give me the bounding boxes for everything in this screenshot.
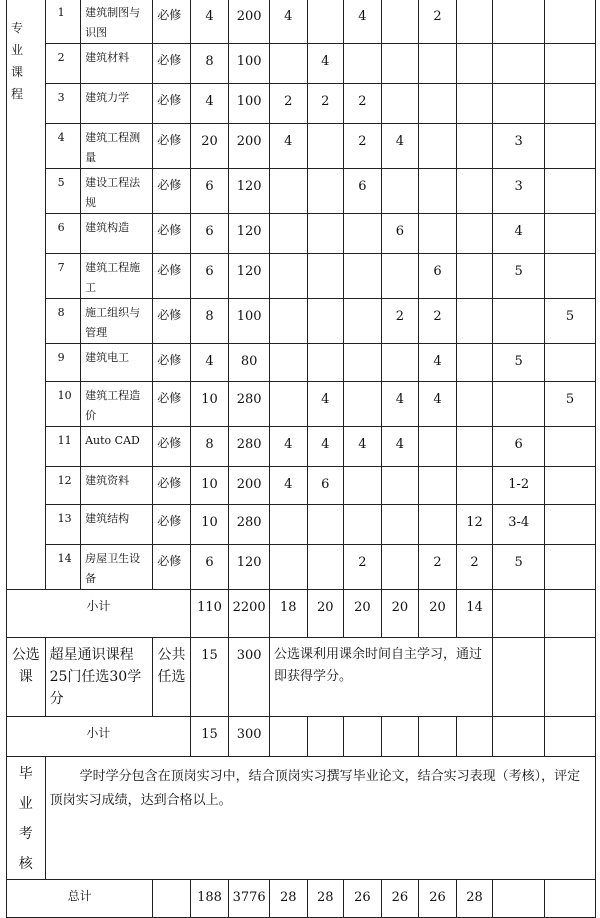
course-type: 必修 (153, 44, 191, 84)
semester-hours (307, 505, 344, 545)
semester-hours: 4 (381, 382, 419, 427)
graduation-row (7, 757, 596, 880)
course-last (545, 344, 596, 382)
course-name: Auto CAD (81, 427, 153, 467)
course-hours: 280 (229, 505, 270, 545)
semester-hours: 6 (493, 427, 545, 467)
course-row (7, 299, 596, 344)
semester-hours: 5 (493, 254, 545, 299)
course-type: 必修 (153, 505, 191, 545)
course-type: 必修 (153, 84, 191, 124)
graduation-category (7, 757, 46, 880)
subtotal-sem1: 18 (269, 590, 307, 638)
semester-hours (307, 299, 344, 344)
curriculum-table (6, 0, 596, 918)
semester-hours (456, 427, 493, 467)
semester-hours (269, 545, 307, 590)
total-sem6: 28 (456, 880, 493, 918)
course-rows (7, 0, 596, 590)
semester-hours (381, 505, 419, 545)
total-credits: 188 (190, 880, 229, 918)
course-credits: 20 (190, 124, 229, 169)
semester-hours (456, 124, 493, 169)
course-credits: 6 (190, 545, 229, 590)
semester-hours (269, 344, 307, 382)
total-hours: 3776 (229, 880, 270, 918)
total-sem4: 26 (381, 880, 419, 918)
course-no: 10 (45, 382, 81, 427)
semester-hours (269, 505, 307, 545)
elective-type: 公共任选 (153, 638, 191, 717)
semester-hours (381, 254, 419, 299)
semester-hours: 5 (493, 545, 545, 590)
semester-hours (381, 545, 419, 590)
course-row (7, 344, 596, 382)
course-row (7, 254, 596, 299)
semester-hours (307, 169, 344, 214)
course-name: 房屋卫生设备 (81, 545, 153, 590)
course-no: 8 (45, 299, 81, 344)
semester-hours (456, 84, 493, 124)
course-last (545, 84, 596, 124)
subtotal-sem6: 14 (456, 590, 493, 638)
semester-hours (419, 84, 457, 124)
semester-hours (344, 467, 382, 505)
semester-hours (269, 169, 307, 214)
semester-hours: 4 (381, 124, 419, 169)
semester-hours: 2 (344, 545, 382, 590)
course-no: 11 (45, 427, 81, 467)
subtotal-sem2: 20 (307, 590, 344, 638)
course-no: 4 (45, 124, 81, 169)
semester-hours (344, 254, 382, 299)
course-type: 必修 (153, 299, 191, 344)
course-type: 必修 (153, 382, 191, 427)
course-name: 建筑材料 (81, 44, 153, 84)
semester-hours (381, 344, 419, 382)
semester-hours (419, 467, 457, 505)
elective-hours: 300 (229, 638, 270, 717)
semester-hours (381, 169, 419, 214)
course-credits: 10 (190, 505, 229, 545)
category-cell: 专业课程 (7, 0, 46, 590)
semester-hours: 5 (493, 344, 545, 382)
course-row (7, 467, 596, 505)
semester-hours: 6 (381, 214, 419, 254)
subtotal-last (545, 590, 596, 638)
semester-hours (381, 84, 419, 124)
course-type: 必修 (153, 254, 191, 299)
semester-hours (307, 545, 344, 590)
semester-hours: 4 (344, 427, 382, 467)
course-no: 14 (45, 545, 81, 590)
course-last: 5 (545, 382, 596, 427)
semester-hours: 4 (419, 382, 457, 427)
course-last (545, 545, 596, 590)
semester-hours: 6 (419, 254, 457, 299)
semester-hours: 1-2 (493, 467, 545, 505)
course-last (545, 214, 596, 254)
course-no: 13 (45, 505, 81, 545)
course-type: 必修 (153, 169, 191, 214)
course-name: 建筑制图与识图 (81, 0, 153, 44)
semester-hours (269, 44, 307, 84)
course-hours: 120 (229, 169, 270, 214)
semester-hours (456, 344, 493, 382)
course-credits: 10 (190, 382, 229, 427)
semester-hours (419, 214, 457, 254)
course-name: 建筑工程测量 (81, 124, 153, 169)
semester-hours (269, 254, 307, 299)
course-row (7, 44, 596, 84)
elective-note: 公选课利用课余时间自主学习，通过即获得学分。 (269, 638, 492, 717)
course-type: 必修 (153, 545, 191, 590)
course-credits: 6 (190, 214, 229, 254)
course-credits: 10 (190, 467, 229, 505)
course-row (7, 382, 596, 427)
semester-hours: 6 (344, 169, 382, 214)
semester-hours: 4 (419, 344, 457, 382)
semester-hours (381, 467, 419, 505)
course-name: 建设工程法规 (81, 169, 153, 214)
semester-hours (307, 124, 344, 169)
course-name: 建筑资料 (81, 467, 153, 505)
subtotal2-credits: 15 (190, 717, 229, 757)
course-hours: 280 (229, 427, 270, 467)
semester-hours: 4 (269, 467, 307, 505)
semester-hours (344, 214, 382, 254)
total-label: 总计 (7, 880, 153, 918)
course-name: 建筑构造 (81, 214, 153, 254)
graduation-text: 学时学分包含在顶岗实习中，结合顶岗实习撰写毕业论文，结合实习表现（考核），评定顶岗实习成绩，达到合格以上。 (45, 757, 595, 880)
course-last (545, 44, 596, 84)
course-credits: 8 (190, 44, 229, 84)
semester-hours: 4 (307, 382, 344, 427)
semester-hours (419, 505, 457, 545)
total-sem5: 26 (419, 880, 457, 918)
course-hours: 200 (229, 0, 270, 44)
semester-hours: 2 (269, 84, 307, 124)
semester-hours (269, 214, 307, 254)
semester-hours: 2 (344, 124, 382, 169)
course-type: 必修 (153, 344, 191, 382)
semester-hours: 2 (456, 545, 493, 590)
course-credits: 4 (190, 84, 229, 124)
semester-hours (344, 44, 382, 84)
course-hours: 120 (229, 214, 270, 254)
semester-hours: 6 (307, 467, 344, 505)
course-credits: 8 (190, 427, 229, 467)
semester-hours (307, 254, 344, 299)
subtotal-credits: 110 (190, 590, 229, 638)
semester-hours: 4 (344, 0, 382, 44)
subtotal2-label: 小计 (7, 717, 191, 757)
course-no: 12 (45, 467, 81, 505)
semester-hours (307, 214, 344, 254)
course-name: 建筑结构 (81, 505, 153, 545)
course-row (7, 427, 596, 467)
total-row (7, 880, 596, 918)
course-last: 5 (545, 299, 596, 344)
semester-hours: 4 (269, 124, 307, 169)
course-last (545, 169, 596, 214)
semester-hours (307, 344, 344, 382)
course-hours: 100 (229, 84, 270, 124)
subtotal-hours: 2200 (229, 590, 270, 638)
semester-hours: 12 (456, 505, 493, 545)
course-no: 6 (45, 214, 81, 254)
semester-hours (456, 0, 493, 44)
course-credits: 6 (190, 254, 229, 299)
course-last (545, 254, 596, 299)
semester-hours (456, 382, 493, 427)
elective-credits: 15 (190, 638, 229, 717)
semester-hours: 4 (493, 214, 545, 254)
semester-hours (419, 427, 457, 467)
total-sem3: 26 (344, 880, 382, 918)
course-last (545, 427, 596, 467)
course-row (7, 124, 596, 169)
course-row (7, 545, 596, 590)
course-last (545, 0, 596, 44)
course-row (7, 214, 596, 254)
semester-hours: 3 (493, 169, 545, 214)
course-name: 建筑工程施工 (81, 254, 153, 299)
semester-hours (344, 505, 382, 545)
elective-category: 公选课 (7, 638, 46, 717)
semester-hours: 4 (381, 427, 419, 467)
semester-hours (344, 299, 382, 344)
course-type: 必修 (153, 427, 191, 467)
semester-hours (381, 0, 419, 44)
course-last (545, 505, 596, 545)
course-credits: 6 (190, 169, 229, 214)
total-sem2: 28 (307, 880, 344, 918)
subtotal-sem4: 20 (381, 590, 419, 638)
subtotal-sem3: 20 (344, 590, 382, 638)
course-type: 必修 (153, 214, 191, 254)
course-row (7, 505, 596, 545)
course-no: 7 (45, 254, 81, 299)
total-sem1: 28 (269, 880, 307, 918)
semester-hours: 2 (344, 84, 382, 124)
course-row (7, 0, 596, 44)
course-hours: 200 (229, 124, 270, 169)
course-hours: 80 (229, 344, 270, 382)
semester-hours (456, 254, 493, 299)
course-type: 必修 (153, 0, 191, 44)
semester-hours (419, 124, 457, 169)
course-name: 建筑电工 (81, 344, 153, 382)
course-name: 施工组织与管理 (81, 299, 153, 344)
semester-hours (381, 44, 419, 84)
semester-hours: 2 (419, 299, 457, 344)
course-last (545, 467, 596, 505)
semester-hours: 3 (493, 124, 545, 169)
semester-hours: 2 (381, 299, 419, 344)
course-no: 9 (45, 344, 81, 382)
course-hours: 120 (229, 254, 270, 299)
course-hours: 120 (229, 545, 270, 590)
semester-hours: 4 (307, 427, 344, 467)
semester-hours (269, 382, 307, 427)
course-last (545, 124, 596, 169)
elective-course: 超星通识课程25门任选30学分 (45, 638, 153, 717)
semester-hours (456, 467, 493, 505)
subtotal-row (7, 590, 596, 638)
course-type: 必修 (153, 124, 191, 169)
course-no: 2 (45, 44, 81, 84)
course-credits: 4 (190, 344, 229, 382)
semester-hours (307, 0, 344, 44)
semester-hours: 2 (419, 0, 457, 44)
semester-hours (456, 214, 493, 254)
subtotal2-hours: 300 (229, 717, 270, 757)
semester-hours (493, 382, 545, 427)
course-credits: 4 (190, 0, 229, 44)
course-hours: 100 (229, 299, 270, 344)
course-credits: 8 (190, 299, 229, 344)
elective-row (7, 638, 596, 717)
course-row (7, 84, 596, 124)
graduation-category-text: 毕 业 考 核 (18, 766, 33, 872)
semester-hours (493, 299, 545, 344)
course-row (7, 169, 596, 214)
semester-hours: 4 (307, 44, 344, 84)
semester-hours (493, 44, 545, 84)
semester-hours (344, 344, 382, 382)
semester-hours (456, 169, 493, 214)
semester-hours (493, 0, 545, 44)
course-no: 3 (45, 84, 81, 124)
semester-hours: 2 (419, 545, 457, 590)
course-no: 5 (45, 169, 81, 214)
subtotal-sem7 (493, 590, 545, 638)
course-name: 建筑工程造价 (81, 382, 153, 427)
semester-hours (419, 169, 457, 214)
semester-hours: 3-4 (493, 505, 545, 545)
course-no: 1 (45, 0, 81, 44)
course-hours: 280 (229, 382, 270, 427)
semester-hours (456, 44, 493, 84)
course-hours: 100 (229, 44, 270, 84)
semester-hours: 4 (269, 427, 307, 467)
semester-hours (456, 299, 493, 344)
semester-hours (419, 44, 457, 84)
subtotal-sem5: 20 (419, 590, 457, 638)
semester-hours: 4 (269, 0, 307, 44)
course-hours: 200 (229, 467, 270, 505)
semester-hours (493, 84, 545, 124)
course-type: 必修 (153, 467, 191, 505)
semester-hours (269, 299, 307, 344)
subtotal2-row (7, 717, 596, 757)
semester-hours: 2 (307, 84, 344, 124)
course-name: 建筑力学 (81, 84, 153, 124)
semester-hours (344, 382, 382, 427)
subtotal-label: 小计 (7, 590, 191, 638)
